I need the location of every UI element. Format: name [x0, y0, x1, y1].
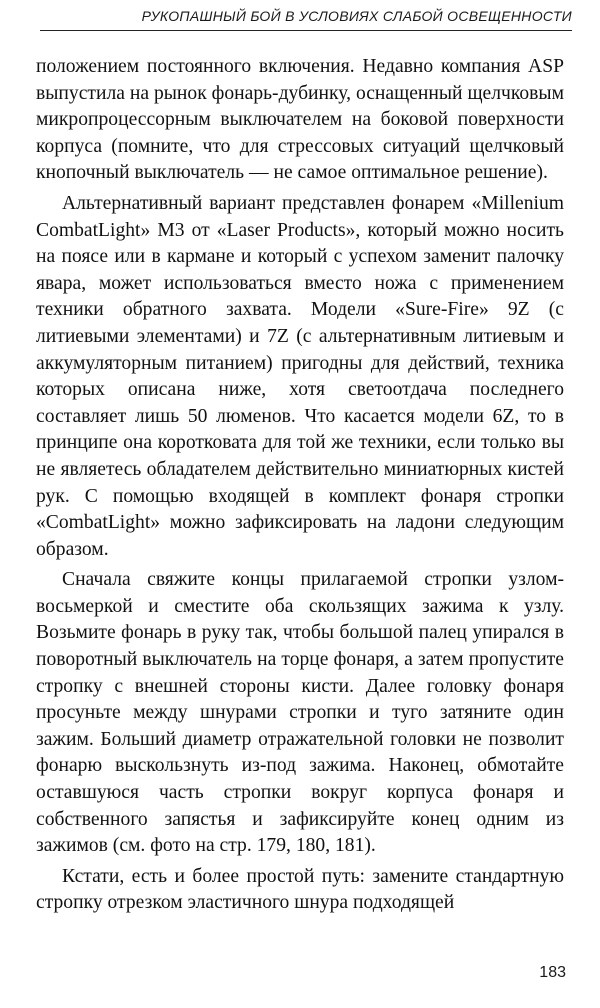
paragraph-continuation: положением постоянного включения. Недавно компания ASP выпустила на рынок фонарь-дубинку, оснащенный щелчковым микропроцессорным выключателем на боковой поверхности корпуса (помните, что для стрессовых ситуаций щелчковый кнопочный выключатель — не самое оптимальное решение).: [36, 56, 564, 184]
body-text: [36, 54, 564, 917]
paragraph-combatlight: Альтернативный вариант представлен фонарем «Millenium CombatLight» М3 от «Laser Products», который можно носить на поясе или в кармане и который с успехом заменит палочку явара, может использоваться вместо ножа с применением техники обратного захвата. Модели «Sure-Fire» 9Z (с литиевыми элементами) и 7Z (с альтернативным литиевым и аккумуляторным питанием) пригодны для действий, техника которых описана ниже, хотя светоотдача последнего составляет лишь 50 люменов. Что касается модели 6Z, то в принципе она коротковата для той же техники, если только вы не являетесь обладателем действительно миниатюрных кистей рук. С помощью входящей в комплект фонаря стропки «CombatLight» можно зафиксировать на ладони следующим образом.: [36, 192, 564, 560]
running-header: РУКОПАШНЫЙ БОЙ В УСЛОВИЯХ СЛАБОЙ ОСВЕЩЕННОСТИ: [141, 8, 572, 24]
header-rule: [40, 30, 572, 31]
page-number: 183: [539, 964, 566, 981]
paragraph-simpler-way: Кстати, есть и более простой путь: замените стандартную стропку отрезком эластичного шнура подходящей: [36, 865, 564, 914]
paragraph-strap-instructions: Сначала свяжите концы прилагаемой стропки узлом-восьмеркой и сместите оба скользящих зажима к узлу. Возьмите фонарь в руку так, чтобы большой палец упирался в поворотный выключатель на торце фонаря, а затем пропустите стропку с внешней стороны кисти. Далее головку фонаря просуньте между шнурами стропки и туго затяните один зажим. Больший диаметр отражательной головки не позволит фонарю выскользнуть из-под зажима. Наконец, обмотайте оставшуюся часть стропки вокруг корпуса фонаря и собственного запястья и зафиксируйте конец одним из зажимов (см. фото на стр. 179, 180, 181).: [36, 569, 564, 857]
